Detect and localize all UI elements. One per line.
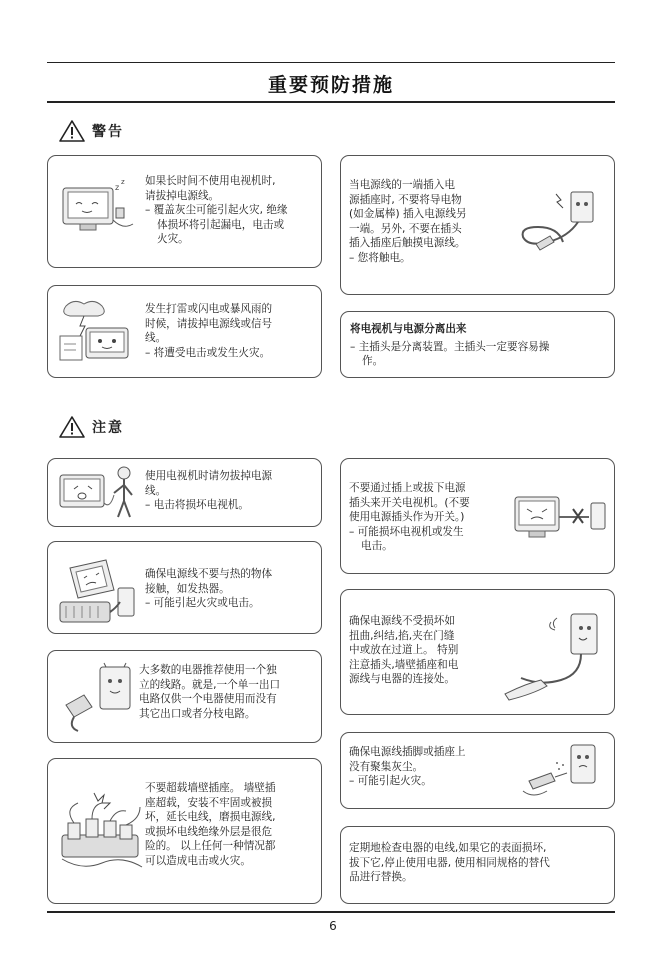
- caution-box-dust: [340, 732, 615, 809]
- text-line: 插入插座后触摸电源线。: [349, 237, 466, 249]
- caution-box-dedicated-circuit-text: [139, 663, 317, 721]
- caution-box-overload: [47, 758, 322, 904]
- text-line: 发生打雷或闪电或暴风雨的: [145, 303, 273, 315]
- caution-box-cord-damage: [340, 589, 615, 715]
- text-line: 可以造成电击或火灾。: [145, 854, 251, 867]
- caution-section-header: [58, 415, 124, 439]
- caution-box-dust-text: [349, 745, 509, 789]
- text-line: 确保电源线插脚或插座上: [349, 746, 466, 758]
- warning-box-conductive-text: [349, 178, 499, 265]
- text-line: 使用电源插头作为开关。): [349, 511, 465, 523]
- text-line: 体损坏将引起漏电，电击或: [157, 218, 285, 231]
- text-line: 座超载，安装不牢固或被损: [145, 796, 273, 809]
- text-line: 立的线路。就是,一个单一出口: [139, 678, 281, 691]
- page-number: 6: [329, 919, 337, 933]
- text-line: 确保电源线不要与热的物体: [145, 568, 273, 580]
- caution-box-dedicated-circuit: [47, 650, 322, 743]
- text-line: (如金属棒) 插入电源线另: [349, 208, 467, 220]
- caution-box-inspect-cords-text: [349, 841, 611, 885]
- text-line: 一端。另外, 不要在插头: [349, 222, 462, 235]
- text-line: 不要通过插上或拔下电源: [349, 482, 466, 494]
- outlet-plug-illustration: [60, 661, 140, 733]
- text-line: 使用电视机时请勿拔掉电源: [145, 470, 273, 482]
- text-line: – 主插头是分离装置。主插头一定要容易操: [350, 340, 550, 353]
- tv-lightning-illustration: [56, 296, 141, 368]
- damaged-cord-illustration: [501, 608, 609, 704]
- warning-label: 警告: [92, 124, 124, 140]
- text-line: 作。: [362, 355, 384, 367]
- warning-box-unplug: [47, 155, 322, 268]
- caution-box-plug-as-switch-text: [349, 481, 509, 554]
- page-title: 重要预防措施: [267, 74, 394, 96]
- warning-triangle-icon: [58, 119, 86, 143]
- text-line: 险的。 以上任何一种情况都: [145, 840, 276, 852]
- tv-heater-illustration: [56, 552, 142, 628]
- tv-sleeping-illustration: [58, 178, 138, 240]
- warning-box-lightning: [47, 285, 322, 378]
- text-line: 当电源线的一端插入电: [349, 179, 455, 191]
- dusty-outlet-illustration: [519, 741, 609, 803]
- text-line: – 您将触电。: [349, 251, 411, 264]
- text-line: – 可能引起火灾或电击。: [145, 597, 260, 609]
- caution-triangle-icon: [58, 415, 86, 439]
- text-line: – 将遭受电击或发生火灾。: [145, 346, 271, 359]
- text-line: 品进行替换。: [349, 871, 413, 883]
- title-underline: [47, 101, 615, 103]
- caution-box-cord-damage-text: [349, 614, 499, 687]
- text-line: 其它出口或者分枝电路。: [139, 707, 256, 720]
- text-line: 线。: [145, 332, 167, 344]
- text-line: 拔下它,停止使用电器, 使用相同规格的替代: [349, 856, 550, 869]
- text-line: 接触，如发热器。: [145, 582, 230, 595]
- caution-label: 注意: [92, 420, 124, 436]
- plug-spark-illustration: [516, 184, 606, 264]
- disconnect-heading: 将电视机与电源分离出来: [350, 323, 467, 335]
- warning-box-disconnect-text: [350, 322, 610, 369]
- text-line: 线。: [145, 484, 167, 497]
- tv-person-illustration: [54, 463, 142, 523]
- text-line: 电路仅供一个电器使用而没有: [139, 693, 277, 705]
- text-line: 源线与电器的连接处。: [349, 673, 455, 685]
- text-line: 或损坏电线绝缘外层是很危: [145, 825, 273, 838]
- warning-box-disconnect: [340, 311, 615, 378]
- text-line: 扭曲,纠结,掐,夹在门缝: [349, 629, 455, 642]
- text-line: 源插座时, 不要将导电物: [349, 193, 462, 206]
- warning-box-lightning-text: [145, 302, 317, 360]
- caution-box-plug-as-switch: [340, 458, 615, 574]
- text-line: 中或放在过道上。 特别: [349, 644, 459, 656]
- text-line: 时候，请拔掉电源线或信号: [145, 317, 273, 330]
- text-line: 如果长时间不使用电视机时,: [145, 175, 276, 187]
- caution-box-overload-text: [145, 781, 317, 868]
- text-line: 请拔掉电源线。: [145, 189, 220, 202]
- bottom-rule: [47, 911, 615, 913]
- text-line: 大多数的电器推荐使用一个独: [139, 664, 277, 676]
- text-line: 不要超载墙壁插座。 墙壁插: [145, 782, 276, 794]
- text-line: 电击。: [361, 540, 393, 552]
- svg-text:z: z: [115, 183, 120, 192]
- text-line: 火灾。: [157, 233, 189, 245]
- overloaded-outlet-illustration: [54, 789, 146, 879]
- top-rule: [47, 62, 615, 63]
- caution-box-inspect-cords: [340, 826, 615, 904]
- warning-section-header: [58, 119, 124, 143]
- text-line: – 电击将损坏电视机。: [145, 499, 250, 511]
- text-line: 注意插头,墙壁插座和电: [349, 658, 459, 671]
- tv-plug-switch-illustration: [511, 487, 611, 553]
- caution-box-unplug-while-on: [47, 458, 322, 527]
- caution-box-heat: [47, 541, 322, 634]
- text-line: – 覆盖灰尘可能引起火灾, 绝缘: [145, 204, 288, 216]
- warning-box-conductive: [340, 155, 615, 295]
- text-line: 没有聚集灰尘。: [349, 760, 424, 773]
- caution-box-unplug-while-on-text: [145, 469, 317, 513]
- caution-box-heat-text: [145, 567, 317, 611]
- text-line: 确保电源线不受损坏如: [349, 615, 455, 627]
- text-line: – 可能损坏电视机或发生: [349, 525, 464, 538]
- svg-text:z: z: [121, 178, 125, 186]
- warning-box-unplug-text: [145, 174, 317, 247]
- text-line: 插头来开关电视机。(不要: [349, 496, 470, 509]
- text-line: 定期地检查电器的电线,如果它的表面损坏,: [349, 842, 547, 854]
- text-line: 坏，延长电线，磨损电源线,: [145, 811, 276, 823]
- text-line: – 可能引起火灾。: [349, 775, 432, 787]
